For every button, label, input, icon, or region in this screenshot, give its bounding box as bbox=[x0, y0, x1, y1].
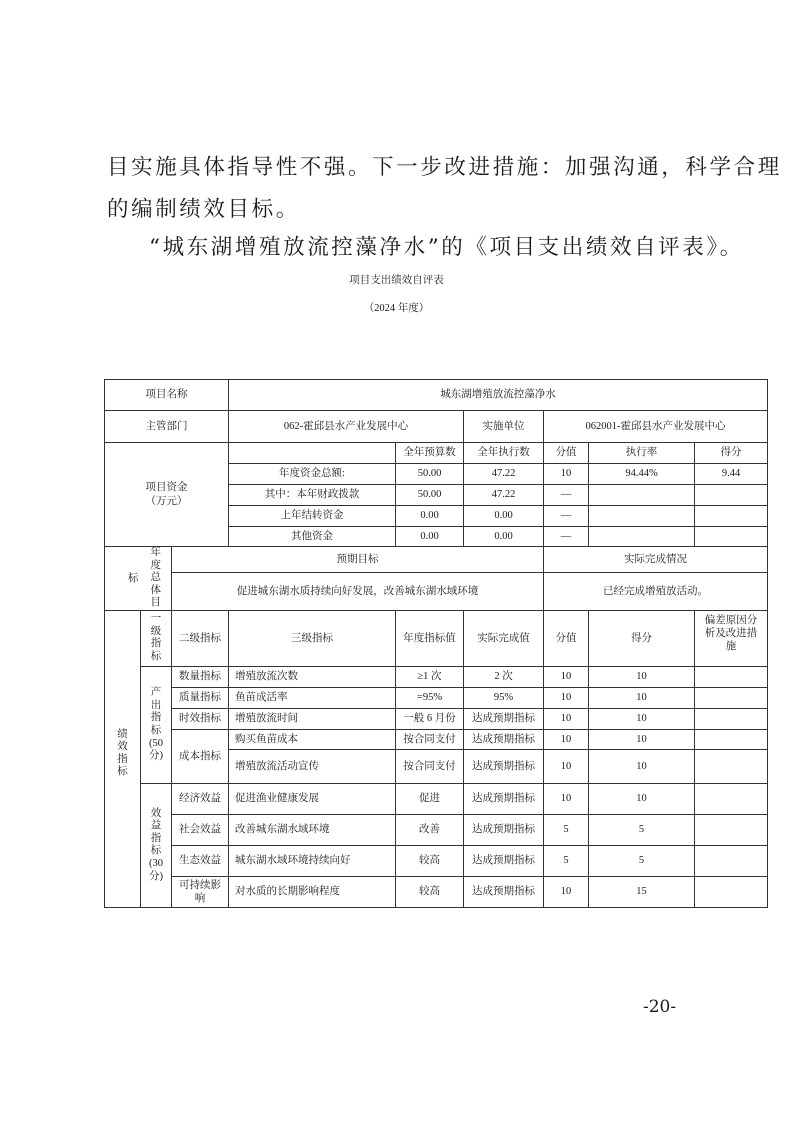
output-label: 产出指标(50分) bbox=[149, 687, 163, 762]
funds-row-actual: 0.00 bbox=[464, 506, 544, 527]
funds-header-score-value: 分值 bbox=[544, 443, 589, 464]
funds-row-label: 其中：本年财政拨款 bbox=[229, 485, 396, 506]
expected-goal-label: 预期目标 bbox=[172, 547, 544, 573]
indicator-l3: 对水质的长期影响程度 bbox=[229, 876, 396, 907]
funds-label-cell bbox=[105, 443, 229, 547]
project-name-row bbox=[105, 380, 768, 411]
indicator-header-row bbox=[105, 610, 768, 666]
indicator-target: 按合同支付 bbox=[396, 749, 464, 783]
indicator-row bbox=[105, 666, 768, 687]
indicator-l2: 时效指标 bbox=[172, 708, 229, 729]
indicator-actual: 达成预期指标 bbox=[464, 814, 544, 845]
actual-status: 已经完成增殖放活动。 bbox=[544, 572, 768, 610]
benefit-label: 效益指标(30分) bbox=[149, 807, 163, 882]
goal-content-row bbox=[105, 572, 768, 610]
expected-goal: 促进城东湖水质持续向好发展，改善城东湖水域环境 bbox=[172, 572, 544, 610]
funds-header-budget: 全年预算数 bbox=[396, 443, 464, 464]
body-text-line-1: 目实施具体指导性不强。下一步改进措施：加强沟通，科学合理 bbox=[107, 155, 782, 180]
indicator-deviation bbox=[695, 708, 768, 729]
indicator-row bbox=[105, 687, 768, 708]
indicator-row bbox=[105, 708, 768, 729]
funds-row-actual: 47.22 bbox=[464, 464, 544, 485]
indicator-actual: 95% bbox=[464, 687, 544, 708]
indicator-target: 按合同支付 bbox=[396, 729, 464, 749]
indicator-l2: 数量指标 bbox=[172, 666, 229, 687]
performance-self-evaluation-table bbox=[104, 379, 768, 908]
indicator-l3: 城东湖水域环境持续向好 bbox=[229, 845, 396, 876]
indicator-score-value: 10 bbox=[544, 783, 589, 814]
indicator-l2: 可持续影响 bbox=[172, 876, 229, 907]
funds-header-score: 得分 bbox=[695, 443, 768, 464]
indicator-score-value: 5 bbox=[544, 814, 589, 845]
indicator-l3: 增殖放流次数 bbox=[229, 666, 396, 687]
funds-header-rate: 执行率 bbox=[589, 443, 695, 464]
indicator-deviation bbox=[695, 666, 768, 687]
funds-row-score bbox=[695, 527, 768, 547]
indicator-target: =95% bbox=[396, 687, 464, 708]
funds-row-label: 其他资金 bbox=[229, 527, 396, 547]
funds-row-score-value: — bbox=[544, 506, 589, 527]
indicator-l3: 增殖放流时间 bbox=[229, 708, 396, 729]
indicator-deviation bbox=[695, 687, 768, 708]
indicator-score: 10 bbox=[589, 708, 695, 729]
goal-header-row bbox=[105, 547, 768, 573]
funds-row-score: 9.44 bbox=[695, 464, 768, 485]
indicator-row bbox=[105, 814, 768, 845]
indicator-l2: 成本指标 bbox=[172, 729, 229, 783]
level1-header-cell bbox=[141, 610, 172, 666]
actual-header: 实际完成值 bbox=[464, 610, 544, 666]
indicator-score-value: 10 bbox=[544, 729, 589, 749]
indicator-l2: 质量指标 bbox=[172, 687, 229, 708]
body-text-line-2: 的编制绩效目标。 bbox=[107, 197, 300, 222]
indicator-score: 10 bbox=[589, 687, 695, 708]
dept-label: 主管部门 bbox=[105, 411, 229, 443]
funds-row-score-value: — bbox=[544, 485, 589, 506]
goal-outer-label: 标 bbox=[105, 547, 141, 611]
funds-row-score-value: 10 bbox=[544, 464, 589, 485]
indicator-target: 一般 6 月份 bbox=[396, 708, 464, 729]
funds-row-rate bbox=[589, 506, 695, 527]
indicator-score-value: 5 bbox=[544, 845, 589, 876]
indicator-row bbox=[105, 783, 768, 814]
funds-header-actual: 全年执行数 bbox=[464, 443, 544, 464]
funds-row-rate: 94.44% bbox=[589, 464, 695, 485]
indicator-l2: 经济效益 bbox=[172, 783, 229, 814]
indicator-deviation bbox=[695, 729, 768, 749]
indicator-target: 促进 bbox=[396, 783, 464, 814]
indicator-row bbox=[105, 729, 768, 749]
department-row bbox=[105, 411, 768, 443]
funds-row-actual: 47.22 bbox=[464, 485, 544, 506]
benefit-label-cell bbox=[141, 783, 172, 907]
funds-row-score-value: — bbox=[544, 527, 589, 547]
indicator-score-value: 10 bbox=[544, 749, 589, 783]
indicator-score-value: 10 bbox=[544, 876, 589, 907]
table-title: 项目支出绩效自评表 bbox=[349, 275, 444, 286]
indicator-actual: 达成预期指标 bbox=[464, 876, 544, 907]
impl-label: 实施单位 bbox=[464, 411, 544, 443]
level3-header: 三级指标 bbox=[229, 610, 396, 666]
funds-row-label: 上年结转资金 bbox=[229, 506, 396, 527]
indicator-score: 10 bbox=[589, 666, 695, 687]
page-number: -20- bbox=[643, 997, 677, 1017]
indicator-deviation bbox=[695, 814, 768, 845]
indicator-l3: 增殖放流活动宣传 bbox=[229, 749, 396, 783]
indicator-score: 10 bbox=[589, 749, 695, 783]
score-value-header: 分值 bbox=[544, 610, 589, 666]
indicator-score: 15 bbox=[589, 876, 695, 907]
funds-row-rate bbox=[589, 485, 695, 506]
indicator-l3: 购买鱼苗成本 bbox=[229, 729, 396, 749]
indicator-deviation bbox=[695, 749, 768, 783]
funds-header-row bbox=[105, 443, 768, 464]
indicator-l2: 生态效益 bbox=[172, 845, 229, 876]
funds-header-blank bbox=[229, 443, 396, 464]
body-text-line-3: “城东湖增殖放流控藻净水”的《项目支出绩效自评表》。 bbox=[149, 235, 744, 260]
funds-label: 项目资金 bbox=[145, 482, 188, 494]
funds-row-score bbox=[695, 485, 768, 506]
indicator-actual: 达成预期指标 bbox=[464, 783, 544, 814]
indicator-actual: 2 次 bbox=[464, 666, 544, 687]
level1-header: 一级指标 bbox=[150, 613, 162, 663]
indicator-actual: 达成预期指标 bbox=[464, 845, 544, 876]
deviation-header: 偏差原因分析及改进措施 bbox=[695, 610, 768, 666]
funds-row-budget: 0.00 bbox=[396, 506, 464, 527]
score-header: 得分 bbox=[589, 610, 695, 666]
funds-row-label: 年度资金总额: bbox=[229, 464, 396, 485]
indicator-actual: 达成预期指标 bbox=[464, 708, 544, 729]
indicator-deviation bbox=[695, 783, 768, 814]
indicator-actual: 达成预期指标 bbox=[464, 729, 544, 749]
indicator-target: 较高 bbox=[396, 845, 464, 876]
indicator-target: 较高 bbox=[396, 876, 464, 907]
indicator-score-value: 10 bbox=[544, 666, 589, 687]
funds-row-budget: 50.00 bbox=[396, 485, 464, 506]
impl-value: 062001-霍邱县水产业发展中心 bbox=[544, 411, 768, 443]
funds-row-budget: 50.00 bbox=[396, 464, 464, 485]
indicator-actual: 达成预期指标 bbox=[464, 749, 544, 783]
output-label-cell bbox=[141, 666, 172, 783]
indicator-row bbox=[105, 876, 768, 907]
indicator-score: 10 bbox=[589, 729, 695, 749]
indicator-score: 5 bbox=[589, 814, 695, 845]
indicator-row bbox=[105, 845, 768, 876]
funds-unit: （万元） bbox=[145, 495, 188, 507]
actual-status-label: 实际完成情况 bbox=[544, 547, 768, 573]
goal-inner-label: 年度总体目 bbox=[150, 547, 161, 609]
indicator-deviation bbox=[695, 876, 768, 907]
indicator-score: 5 bbox=[589, 845, 695, 876]
project-name-label: 项目名称 bbox=[105, 380, 229, 411]
perf-label-cell bbox=[105, 610, 141, 907]
indicator-deviation bbox=[695, 845, 768, 876]
project-name-value: 城东湖增殖放流控藻净水 bbox=[229, 380, 768, 411]
target-header: 年度指标值 bbox=[396, 610, 464, 666]
dept-value: 062-霍邱县水产业发展中心 bbox=[229, 411, 464, 443]
funds-row-rate bbox=[589, 527, 695, 547]
table-year: （2024 年度） bbox=[363, 303, 430, 314]
indicator-l3: 改善城东湖水域环境 bbox=[229, 814, 396, 845]
funds-row-actual: 0.00 bbox=[464, 527, 544, 547]
perf-label: 绩效指标 bbox=[117, 728, 128, 778]
indicator-score-value: 10 bbox=[544, 687, 589, 708]
indicator-score-value: 10 bbox=[544, 708, 589, 729]
indicator-target: 改善 bbox=[396, 814, 464, 845]
indicator-l3: 促进渔业健康发展 bbox=[229, 783, 396, 814]
level2-header: 二级指标 bbox=[172, 610, 229, 666]
indicator-l3: 鱼苗成活率 bbox=[229, 687, 396, 708]
indicator-target: ≥1 次 bbox=[396, 666, 464, 687]
indicator-l2: 社会效益 bbox=[172, 814, 229, 845]
indicator-score: 10 bbox=[589, 783, 695, 814]
funds-row-budget: 0.00 bbox=[396, 527, 464, 547]
funds-row-score bbox=[695, 506, 768, 527]
goal-inner-label-cell bbox=[141, 547, 172, 611]
